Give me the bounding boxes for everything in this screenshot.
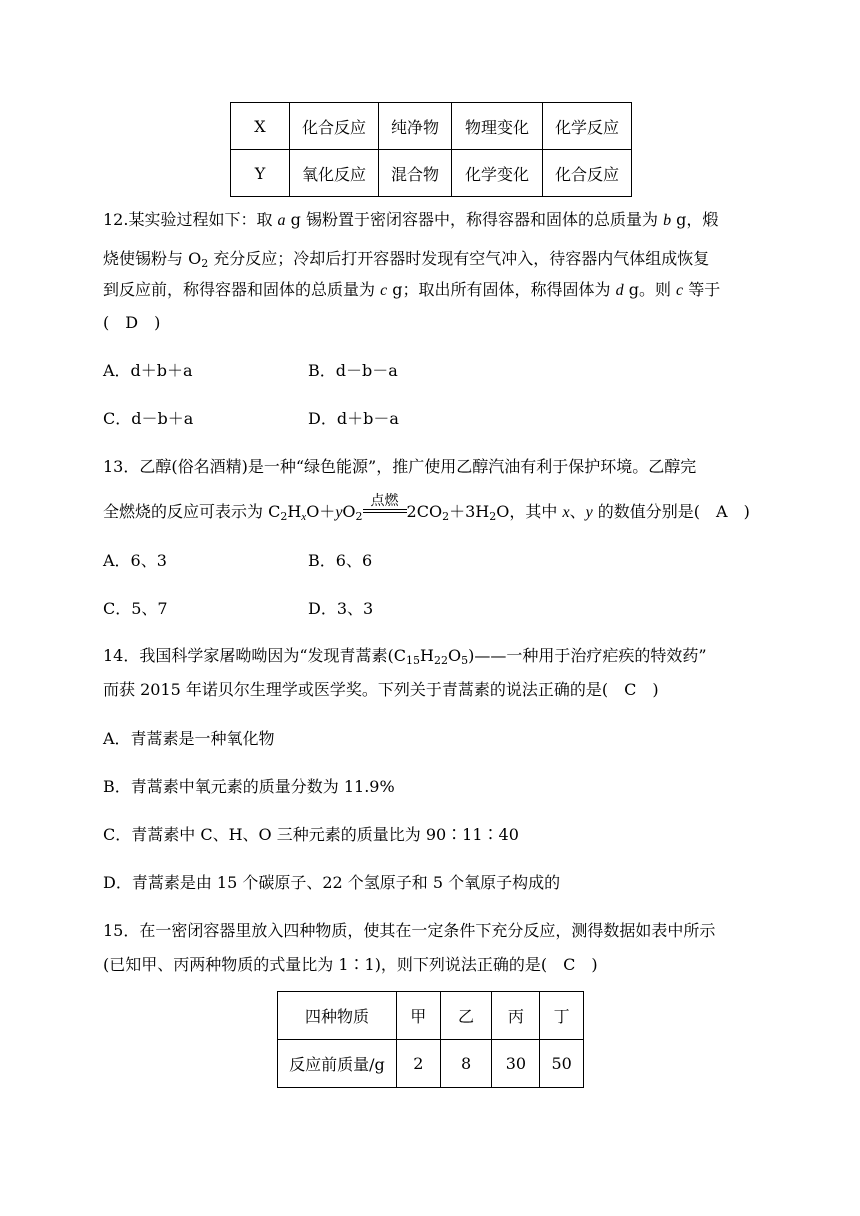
table-header-cell: 甲 [396, 992, 440, 1040]
table-cell: 反应前质量/g [278, 1040, 397, 1088]
q14-line-2: 而获 2015 年诺贝尔生理学或医学奖。下列关于青蒿素的说法正确的是( C ) [103, 680, 659, 699]
q12-option-d: D．d＋b－a [308, 409, 399, 428]
table-cell: 氧化反应 [290, 150, 379, 197]
table-header-row [278, 992, 584, 1040]
q15-line-2: (已知甲、丙两种物质的式量比为 1∶1)，则下列说法正确的是( C ) [103, 955, 598, 974]
table-cell: 50 [540, 1040, 584, 1088]
table-cell: 化学反应 [543, 103, 632, 150]
table-row [231, 103, 632, 150]
q13-line-2: 全燃烧的反应可表示为 $C_2H_xO+yO_2$ 点燃 $2CO_2+3H_2O$，其中 x、y 的数值分别是( A ) [103, 493, 750, 523]
table-header-cell: 丙 [492, 992, 540, 1040]
reaction-condition: 点燃 [363, 502, 407, 521]
q14-option-b: B．青蒿素中氧元素的质量分数为 11.9% [103, 777, 395, 796]
q12-option-b: B．d－b－a [308, 361, 398, 380]
q14-line-1: 14．我国科学家屠呦呦因为“发现青蒿素$(C_{15}H_{22}O_5)——$一种用于治疗疟疾的特效药” [103, 646, 707, 667]
table-cell: 化合反应 [543, 150, 632, 197]
q13-option-b: B．6、6 [308, 551, 373, 570]
q13-option-d: D．3、3 [308, 599, 374, 618]
q12-option-a: A．d＋b＋a [103, 361, 193, 380]
table-row [231, 150, 632, 197]
table-row [278, 1040, 584, 1088]
q12-option-c: C．d－b＋a [103, 409, 194, 428]
table-cell: X [231, 103, 290, 150]
mass-data-table [277, 991, 584, 1088]
table-cell: 30 [492, 1040, 540, 1088]
table-header-cell: 四种物质 [278, 992, 397, 1040]
q13-line-1: 13．乙醇(俗名酒精)是一种“绿色能源”，推广使用乙醇汽油有利于保护环境。乙醇完 [103, 457, 697, 476]
q12-line-1: 12.某实验过程如下：取 a g 锡粉置于密闭容器中，称得容器和固体的总质量为 b g，煅 [103, 210, 719, 229]
classification-table [230, 102, 632, 197]
q12-answer: ( D ) [103, 313, 161, 332]
table-cell: 混合物 [379, 150, 452, 197]
q13-option-a: A．6、3 [103, 551, 167, 570]
q12-line-3: 到反应前，称得容器和固体的总质量为 c g；取出所有固体，称得固体为 d g。则 c 等于 [103, 280, 721, 299]
table-cell: 化学变化 [452, 150, 543, 197]
q15-line-1: 15．在一密闭容器里放入四种物质，使其在一定条件下充分反应，测得数据如表中所示 [103, 921, 716, 940]
table-cell: 8 [440, 1040, 492, 1088]
table-header-cell: 丁 [540, 992, 584, 1040]
table-cell: Y [231, 150, 290, 197]
table-cell: 纯净物 [379, 103, 452, 150]
table-header-cell: 乙 [440, 992, 492, 1040]
table-cell: 2 [396, 1040, 440, 1088]
q14-option-c: C．青蒿素中 C、H、O 三种元素的质量比为 90∶11∶40 [103, 825, 519, 844]
q12-line-2: 烧使锡粉与 $O_2$ 充分反应；冷却后打开容器时发现有空气冲入，待容器内气体组成恢复 [103, 249, 710, 270]
table-cell: 物理变化 [452, 103, 543, 150]
q14-option-d: D．青蒿素是由 15 个碳原子、22 个氢原子和 5 个氧原子构成的 [103, 873, 561, 892]
q13-option-c: C．5、7 [103, 599, 168, 618]
q14-option-a: A．青蒿素是一种氧化物 [103, 729, 275, 748]
table-cell: 化合反应 [290, 103, 379, 150]
